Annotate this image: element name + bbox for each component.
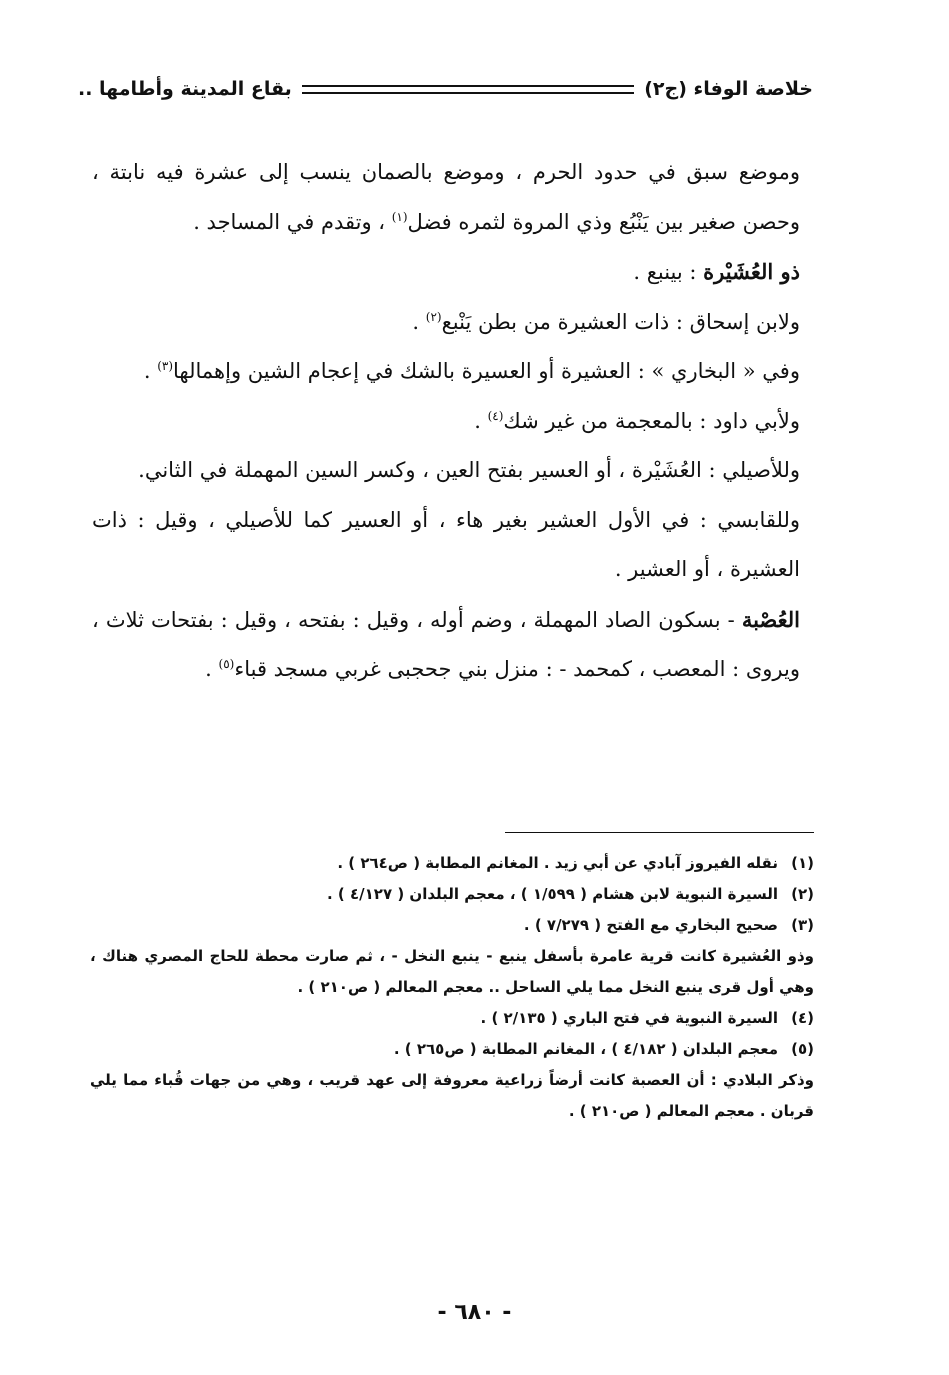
paragraph: وموضع سبق في حدود الحرم ، وموضع بالصمان ينسب إلى عشرة فيه نابتة ، وحصن صغير بين يَنْبُع وذي المروة لثمره فضل$^{(١)}$ ، وتقدم في المساجد . (92, 160, 800, 234)
footnote: (١)نقله الفيروز آبادي عن أبي زيد . المغانم المطابة ( ص٢٦٤ ) . (90, 848, 814, 879)
footnote: (٢)السيرة النبوية لابن هشام ( ١/٥٩٩ ) ، معجم البلدان ( ٤/١٢٧ ) . (90, 879, 814, 910)
section-title: بقاع المدينة وأطامها .. (78, 78, 292, 100)
paragraph: ذو العُشَيْرة : بينبع . (633, 259, 800, 284)
footnote-number: (٣) (791, 916, 814, 934)
footnote: (٥)معجم البلدان ( ٤/١٨٢ ) ، المغانم المطابة ( ص٢٦٥ ) . (90, 1034, 814, 1065)
footnote-continuation: وذكر البلادي : أن العصبة كانت أرضاً زراعية معروفة إلى عهد قريب ، وهي من جهات قُباء مما يلي قربان . معجم المعالم ( ص٢١٠ ) . (90, 1071, 814, 1120)
paragraph: العُصْبة - بسكون الصاد المهملة ، وضم أوله ، وقيل : بفتحه ، وقيل : بفتحات ثلاث ، ويروى : المعصب ، كمحمد - : منزل بني جحجبى غربي مسجد قباء$^{(٥)}$ . (92, 606, 800, 681)
paragraph: ولابن إسحاق : ذات العشيرة من بطن يَنْبع$^{(٢)}$ . (412, 309, 800, 334)
paragraph: وللقابسي : في الأول العشير بغير هاء ، أو العسير كما للأصيلي ، وقيل : ذات العشيرة ، أو العشير . (92, 507, 800, 581)
footnote-ref: (٥) (218, 657, 235, 671)
footnote-ref: (٤) (487, 408, 504, 423)
running-header (78, 72, 813, 106)
footnote-ref: (٣) (157, 359, 174, 373)
footnotes (90, 848, 814, 1127)
footnote-number: (١) (791, 854, 814, 872)
main-text (92, 148, 814, 695)
footnote-separator (505, 832, 814, 833)
paragraph: وفي « البخاري » : العشيرة أو العسيرة بالشك في إعجام الشين وإهمالها$^{(٣)}$ . (143, 359, 800, 383)
paragraph: ولأبي داود : بالمعجمة من غير شك$^{(٤)}$ . (474, 408, 800, 433)
footnote: (٤)السيرة النبوية في فتح الباري ( ٢/١٣٥ ) . (90, 1003, 814, 1034)
page-number: - ٦٨٠ - (437, 1300, 512, 1325)
entry-heading: ذو العُشَيْرة (703, 259, 800, 284)
book-title: خلاصة الوفاء (ج٢) (644, 78, 813, 100)
footnote: (٣)صحيح البخاري مع الفتح ( ٧/٢٧٩ ) . (90, 910, 814, 941)
footnote-ref: (١) (391, 209, 408, 224)
entry-heading: العُصْبة (741, 606, 800, 632)
footnote-number: (٤) (791, 1009, 814, 1027)
header-double-rule (302, 85, 634, 94)
footnote-continuation: وذو العُشيرة كانت قرية عامرة بأسفل ينبع - ينبع النخل - ، ثم صارت محطة للحاج المصري هناك ، وهي أول قرى ينبع النخل مما يلي الساحل .. معجم المعالم ( ص٢١٠ ) . (90, 947, 814, 996)
footnote-number: (٥) (791, 1040, 814, 1058)
paragraph: وللأصيلي : العُشَيْرة ، أو العسير بفتح العين ، وكسر السين المهملة في الثاني. (138, 458, 800, 482)
footnote-ref: (٢) (425, 309, 442, 324)
footnote-number: (٢) (791, 885, 814, 903)
